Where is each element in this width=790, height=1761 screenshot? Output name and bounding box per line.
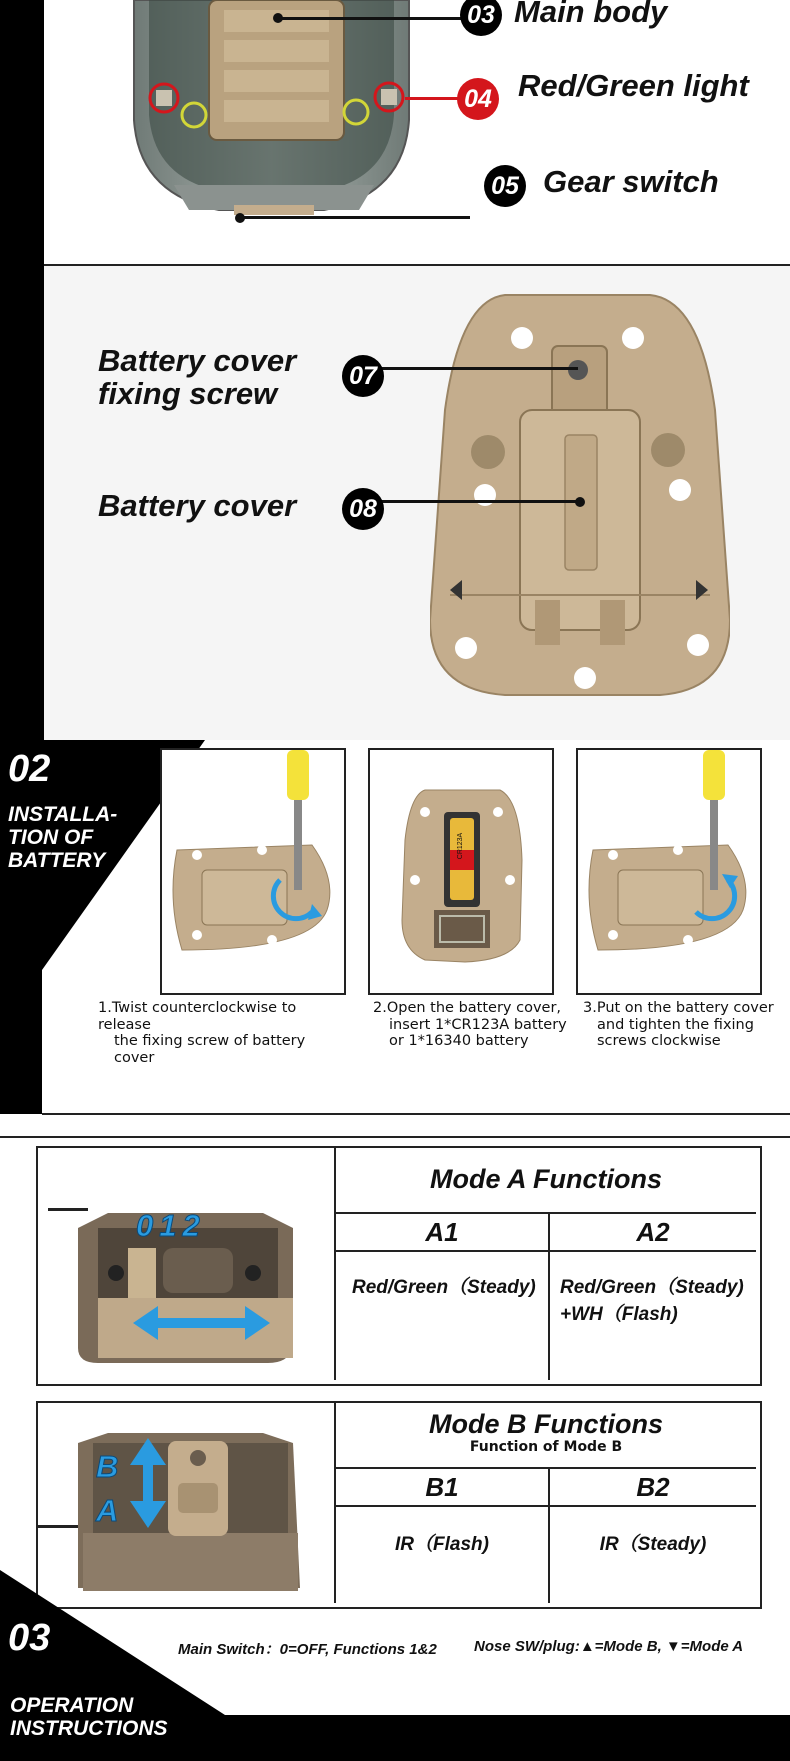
mode-a-image-cell bbox=[38, 1148, 336, 1380]
callout-04-badge: 04 bbox=[457, 78, 499, 120]
operation-title-line1: OPERATION bbox=[10, 1694, 134, 1717]
step-1-image bbox=[160, 748, 346, 995]
leader-line-03 bbox=[280, 17, 475, 20]
mode-a-table bbox=[36, 1146, 762, 1386]
mode-b-val-b1: IR（Flash) bbox=[336, 1507, 550, 1603]
callout-08-badge: 08 bbox=[342, 488, 384, 530]
step-1-caption bbox=[98, 1000, 348, 1067]
leader-line-04 bbox=[405, 97, 465, 100]
nose-switch-note: Nose SW/plug:▲=Mode B, ▼=Mode A bbox=[474, 1638, 744, 1655]
switch-label-b: B bbox=[96, 1449, 119, 1484]
mode-b-title-cell bbox=[336, 1403, 756, 1469]
switch-label-2: 2 bbox=[182, 1208, 206, 1243]
step-1-illustration bbox=[162, 750, 344, 993]
callout-05-badge: 05 bbox=[484, 165, 526, 207]
mode-a-col-a2: A2 bbox=[550, 1214, 756, 1252]
mode-a-title: Mode A Functions bbox=[336, 1148, 756, 1214]
divider-2 bbox=[42, 1113, 790, 1115]
callout-07-badge: 07 bbox=[342, 355, 384, 397]
install-title-line1: INSTALLA- bbox=[8, 803, 118, 826]
install-section-title bbox=[8, 803, 117, 872]
install-title-line2: TION OF bbox=[8, 826, 94, 850]
switch-label-a: A bbox=[96, 1493, 119, 1528]
install-section-number: 02 bbox=[8, 748, 51, 790]
step-1-caption-line1: 1.Twist counterclockwise to release bbox=[98, 1000, 297, 1033]
callout-07-label-line1: Battery cover bbox=[98, 343, 297, 378]
callout-08-label: Battery cover bbox=[98, 488, 297, 523]
mode-b-col-b1: B1 bbox=[336, 1469, 550, 1507]
install-title-line3: BATTERY bbox=[8, 849, 106, 873]
mode-a-val-a2-line1: Red/Green（Steady) bbox=[560, 1277, 744, 1298]
mode-a-val-a1: Red/Green（Steady) bbox=[336, 1252, 550, 1380]
step-3-caption-line2: and tighten the fixing bbox=[597, 1016, 754, 1033]
step-2-caption-line1: 2.Open the battery cover, bbox=[373, 1000, 562, 1016]
mode-a-val-a2 bbox=[550, 1252, 756, 1380]
callout-05-label: Gear switch bbox=[543, 164, 719, 199]
mode-b-col-b2: B2 bbox=[550, 1469, 756, 1507]
switch-label-0: 0 bbox=[136, 1208, 160, 1243]
step-1-caption-line2: the fixing screw of battery cover bbox=[114, 1033, 306, 1067]
mode-b-subtitle: Function of Mode B bbox=[469, 1439, 623, 1455]
step-3-image bbox=[576, 748, 762, 995]
switch-label-1: 1 bbox=[159, 1208, 183, 1243]
divider-3 bbox=[0, 1136, 790, 1138]
callout-03-badge: 03 bbox=[460, 0, 502, 36]
mode-b-title: Mode B Functions bbox=[429, 1409, 663, 1439]
operation-section-number: 03 bbox=[8, 1617, 51, 1659]
device-front-panel bbox=[0, 0, 790, 265]
mode-a-switch-illustration bbox=[38, 1148, 334, 1380]
operation-section-title bbox=[10, 1694, 168, 1740]
callout-04-label: Red/Green light bbox=[518, 68, 749, 103]
step-2-caption bbox=[373, 1000, 573, 1050]
step-3-caption bbox=[583, 1000, 788, 1050]
main-switch-note: Main Switch：0=OFF, Functions 1&2 bbox=[178, 1641, 437, 1658]
battery-print: CR123A bbox=[457, 832, 464, 860]
step-3-caption-line3: screws clockwise bbox=[597, 1033, 721, 1050]
leader-line-08 bbox=[380, 500, 578, 503]
mode-b-switch-labels bbox=[96, 1445, 118, 1533]
mode-a-switch-labels bbox=[136, 1208, 206, 1244]
leader-line-07 bbox=[380, 367, 578, 370]
callout-03-label: Main body bbox=[514, 0, 668, 29]
leader-line-05 bbox=[240, 216, 470, 219]
step-2-caption-line3: or 1*16340 battery bbox=[389, 1033, 529, 1050]
mode-a-val-a2-line2: +WH（Flash) bbox=[560, 1304, 678, 1325]
callout-07-label bbox=[98, 345, 296, 410]
device-back-illustration bbox=[430, 290, 730, 715]
operation-title-line2: INSTRUCTIONS bbox=[10, 1717, 168, 1741]
step-2-caption-line2: insert 1*CR123A battery bbox=[389, 1016, 567, 1033]
step-3-illustration bbox=[578, 750, 760, 993]
step-2-image bbox=[368, 748, 554, 995]
left-black-bar bbox=[0, 0, 44, 740]
step-2-illustration bbox=[370, 750, 552, 993]
mode-a-col-a1: A1 bbox=[336, 1214, 550, 1252]
device-front-illustration bbox=[44, 0, 790, 265]
mode-b-val-b2: IR（Steady) bbox=[599, 1534, 707, 1555]
step-3-caption-line1: 3.Put on the battery cover bbox=[583, 1000, 774, 1016]
callout-07-label-line2: fixing screw bbox=[98, 375, 278, 411]
